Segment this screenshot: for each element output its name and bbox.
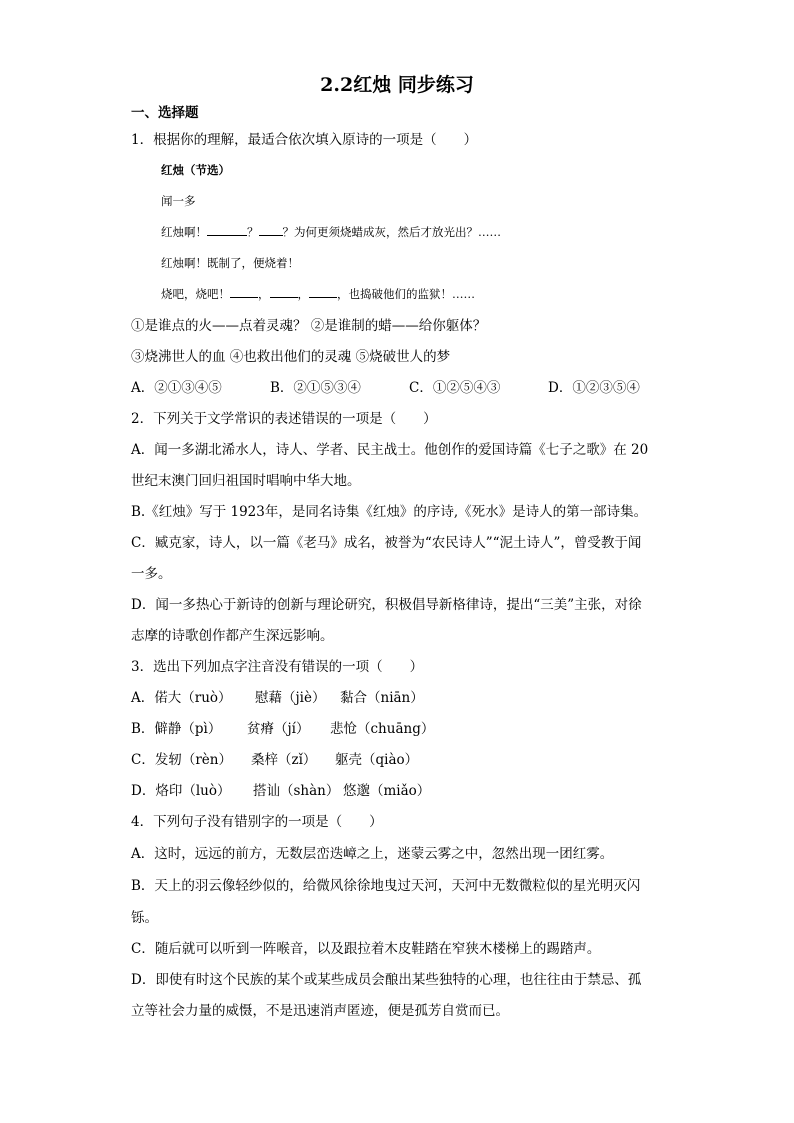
- poem-line-1-rest: ？为何更须烧蜡成灰，然后才放光出？……: [282, 225, 501, 239]
- option-c-word-1: C．发轫（rèn）: [131, 752, 232, 768]
- option-c: C．①②⑤④③: [409, 380, 501, 396]
- option-b-word-1: B．僻静（pì）: [131, 721, 222, 737]
- question-3-option-d: [131, 781, 671, 801]
- question-1-items-1: ①是谁点的火——点着灵魂？ ②是谁制的蜡——给你躯体？: [131, 318, 487, 334]
- fill-blank: [309, 285, 337, 298]
- poem-line-1-punct: ？: [247, 225, 259, 239]
- option-c-word-3: 躯壳（qiào）: [335, 752, 419, 768]
- option-c-word-2: 桑梓（zǐ）: [251, 752, 317, 768]
- question-4-option-d: D．即使有时这个民族的某个或某些成员会酿出某些独特的心理，也往往由于禁忌、孤: [131, 972, 642, 988]
- question-2-option-b: B.《红烛》写于 1923年，是同名诗集《红烛》的序诗,《死水》是诗人的第一部诗集。: [131, 504, 648, 520]
- poem-line-3-text: 烧吧，烧吧！: [161, 287, 230, 301]
- question-2-stem: 2．下列关于文学常识的表述错误的一项是（ ）: [131, 411, 437, 427]
- option-b-word-3: 悲怆（chuāng）: [330, 721, 435, 737]
- question-3-option-b: [131, 719, 671, 739]
- question-1-items-2: ③烧沸世人的血 ④也救出他们的灵魂 ⑤烧破世人的梦: [131, 349, 451, 365]
- question-2-option-d-cont: 志摩的诗歌创作都产生深远影响。: [131, 628, 334, 644]
- question-2-option-c: C．臧克家，诗人，以一篇《老马》成名，被誉为“农民诗人”“泥土诗人”，曾受教于闻: [131, 535, 642, 551]
- poem-sep: ，: [297, 287, 309, 301]
- question-2-option-c-cont: 一多。: [131, 566, 172, 582]
- option-d-word-1: D．烙印（luò）: [131, 783, 231, 799]
- question-4-option-b-cont: 铄。: [131, 910, 158, 926]
- option-b: B．②①⑤③④: [270, 380, 361, 396]
- fill-blank: [259, 223, 283, 236]
- question-4-option-d-cont: 立等社会力量的威慑，不是迅速消声匿迹，便是孤芳自赏而已。: [131, 1003, 509, 1019]
- question-1-stem: 1．根据你的理解，最适合依次填入原诗的一项是（ ）: [131, 132, 478, 148]
- option-a-word-2: 慰藉（jiè）: [255, 690, 326, 706]
- option-a: A．②①③④⑤: [131, 380, 222, 396]
- option-d-word-3: 悠邈（miǎo）: [343, 783, 431, 799]
- poem-line-1: [161, 223, 501, 241]
- option-d-word-2: 搭讪（shàn）: [253, 783, 340, 799]
- question-3-option-a: [131, 688, 671, 708]
- option-b-word-2: 贫瘠（jí）: [247, 721, 310, 737]
- question-3-option-c: [131, 750, 671, 770]
- section-heading: 一、选择题: [131, 105, 199, 121]
- poem-author: 闻一多: [161, 194, 196, 208]
- fill-blank: [270, 285, 298, 298]
- fill-blank: [207, 223, 247, 236]
- question-4-stem: 4．下列句子没有错别字的一项是（ ）: [131, 814, 383, 830]
- question-1-options: [131, 378, 671, 398]
- poem-sep: ，: [258, 287, 270, 301]
- option-a-word-3: 黏合（niān）: [340, 690, 424, 706]
- question-2-option-a: A．闻一多湖北浠水人，诗人、学者、民主战士。他创作的爱国诗篇《七子之歌》在 20: [131, 442, 649, 458]
- poem-line-3-end: ，也捣破他们的监狱！……: [337, 287, 475, 301]
- poem-line-1-text: 红烛啊！: [161, 225, 207, 239]
- page-title: 2.2红烛 同步练习: [320, 74, 474, 96]
- question-4-option-b: B．天上的羽云像轻纱似的，给微风徐徐地曳过天河，天河中无数微粒似的星光明灭闪: [131, 878, 641, 894]
- poem-line-3: [161, 285, 475, 303]
- option-d: D．①②③⑤④: [548, 380, 640, 396]
- question-4-option-c: C．随后就可以听到一阵喉音，以及跟拉着木皮鞋踏在窄狭木楼梯上的踢踏声。: [131, 941, 601, 957]
- question-4-option-a: A．这时，远远的前方，无数层峦迭嶂之上，迷蒙云雾之中，忽然出现一团红雾。: [131, 846, 614, 862]
- question-3-stem: 3．选出下列加点字注音没有错误的一项（ ）: [131, 659, 424, 675]
- poem-title: 红烛（节选）: [161, 163, 230, 177]
- fill-blank: [230, 285, 258, 298]
- poem-line-2: 红烛啊！既制了，便烧着！: [161, 256, 299, 270]
- question-2-option-a-cont: 世纪末澳门回归祖国时唱响中华大地。: [131, 473, 361, 489]
- option-a-word-1: A．偌大（ruò）: [131, 690, 232, 706]
- question-2-option-d: D．闻一多热心于新诗的创新与理论研究，积极倡导新格律诗，提出“三美”主张，对徐: [131, 597, 642, 613]
